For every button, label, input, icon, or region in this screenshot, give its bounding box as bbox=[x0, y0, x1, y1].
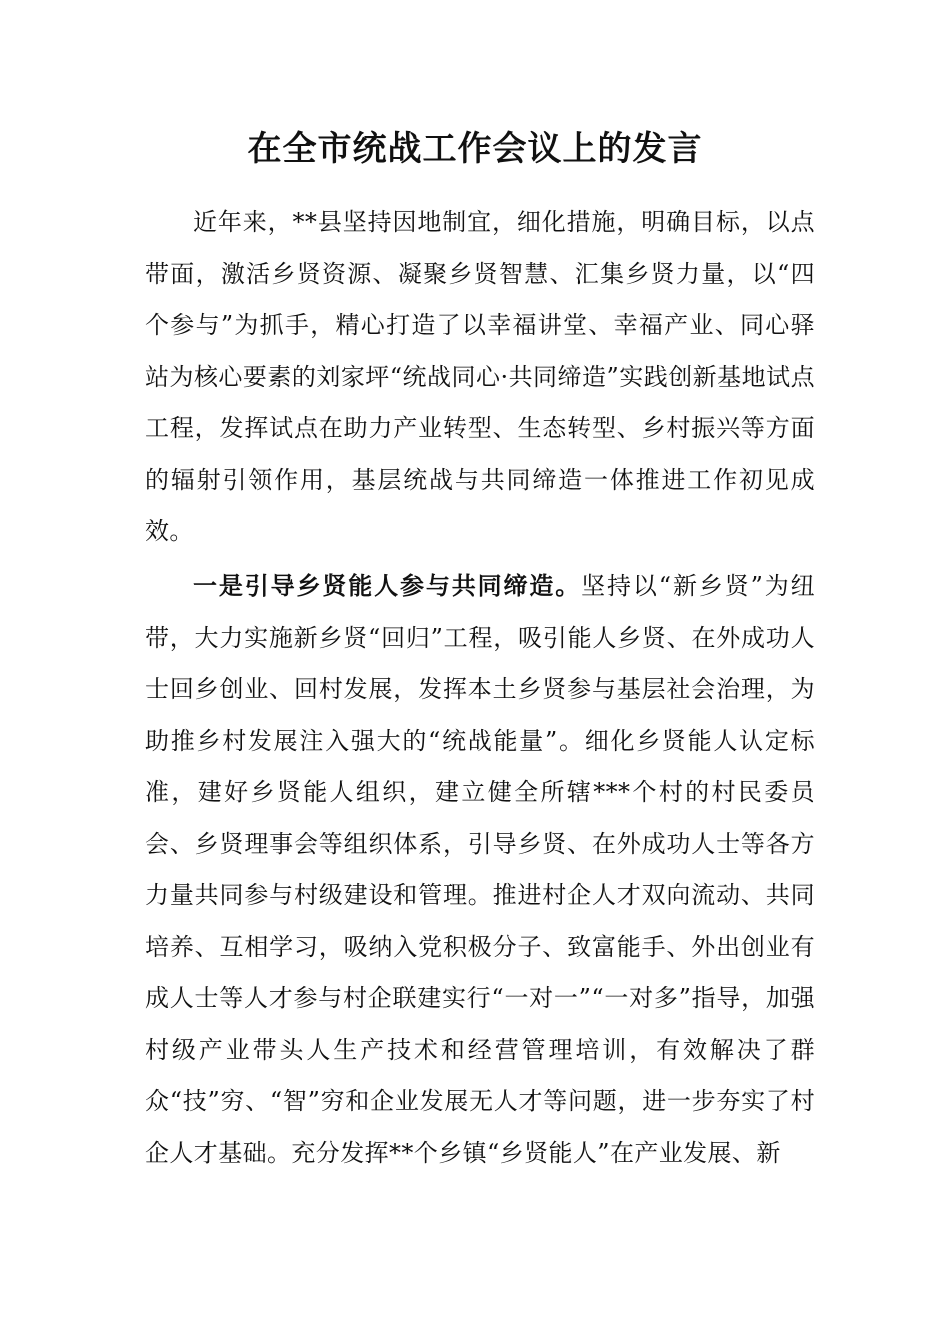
paragraph-point-one-text: 坚持以“新乡贤”为纽带，大力实施新乡贤“回归”工程，吸引能人乡贤、在外成功人士回乡创业、回村发展，发挥本土乡贤参与基层社会治理，为助推乡村发展注入强大的“统战能量”。细化乡贤能人认定标准，建好乡贤能人组织，建立健全所辖***个村的村民委员会、乡贤理事会等组织体系，引导乡贤、在外成功人士等各方力量共同参与村级建设和管理。推进村企人才双向流动、共同培养、互相学习，吸纳入党积极分子、致富能手、外出创业有成人士等人才参与村企联建实行“一对一”“一对多”指导，加强村级产业带头人生产技术和经营管理培训，有效解决了群众“技”穷、“智”穷和企业发展无人才等问题，进一步夯实了村企人才基础。充分发挥**个乡镇“乡贤能人”在产业发展、新 bbox=[145, 572, 816, 1167]
paragraph-intro bbox=[145, 197, 815, 558]
paragraph-point-one-heading: 一是引导乡贤能人参与共同缔造。 bbox=[193, 571, 582, 600]
document-title: 在全市统战工作会议上的发言 bbox=[247, 129, 703, 169]
paragraph-intro-text: 近年来，**县坚持因地制宜，细化措施，明确目标，以点带面，激活乡贤资源、凝聚乡贤智慧、汇集乡贤力量，以“四个参与”为抓手，精心打造了以幸福讲堂、幸福产业、同心驿站为核心要素的刘家坪“统战同心·共同缔造”实践创新基地试点工程，发挥试点在助力产业转型、生态转型、乡村振兴等方面的辐射引领作用，基层统战与共同缔造一体推进工作初见成效。 bbox=[145, 208, 815, 545]
paragraph-point-one bbox=[145, 560, 815, 1179]
